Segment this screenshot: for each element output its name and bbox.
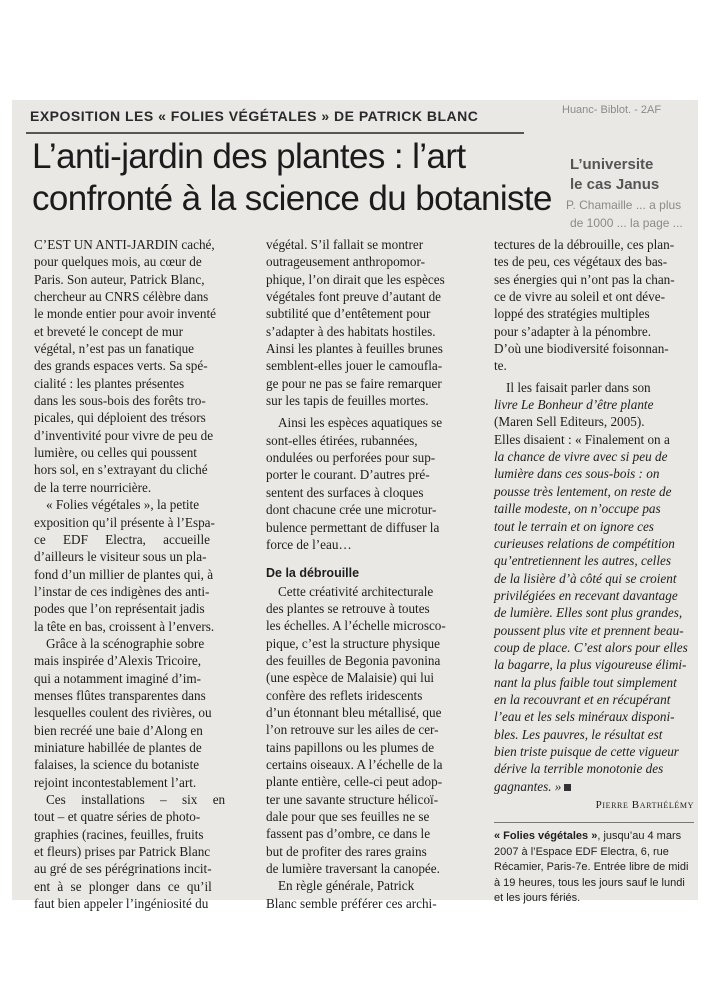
headline-line-1: L’anti-jardin des plantes : l’art: [32, 137, 466, 176]
col2-line: but de profiter des rares grains: [266, 843, 427, 859]
col2-line: bulence permettant de diffuser la: [266, 519, 440, 535]
col1-line: rejoint incontestablement l’art.: [34, 774, 197, 790]
col1-line: cialité : les plantes présentes: [34, 375, 185, 391]
col2-line: dale pour que ses feuilles ne se: [266, 809, 430, 824]
col1-line: d’ailleurs le visiteur sous un pla-: [34, 549, 207, 565]
col1-line: bien recréé une baie d’Along en: [34, 722, 203, 738]
col3-line: qu’entretiennent les autres, celles: [494, 553, 672, 569]
col2-line: sur les tapis de feuilles mortes.: [266, 393, 429, 409]
text-column-1: [34, 236, 246, 912]
col2-line: ge pour ne pas se faire remarquer: [266, 375, 442, 391]
col1-line: le monde entier pour avoir inventé: [34, 306, 216, 322]
col2-line: force de l’eau…: [266, 536, 352, 552]
col2-line: (une espèce de Malaisie) qui lui: [266, 670, 435, 686]
col3-line: pour s’adapter à la pénombre.: [494, 323, 652, 339]
col2-line: phique, l’on dirait que les espèces: [266, 271, 445, 287]
col2-line: Ainsi les plantes à feuilles brunes: [266, 341, 443, 357]
col1-line: faut bien appeler l’ingéniosité du: [34, 896, 209, 912]
side-line-2: L’universite: [570, 156, 654, 173]
col1-line: menses flûtes transparentes dans: [34, 687, 206, 703]
headline-line-2: confronté à la science du botaniste: [32, 179, 552, 218]
col1-line: lesquelles coulent des rivières, ou: [34, 705, 212, 721]
col1-line: exposition qu’il présente à l’Espa-: [34, 514, 215, 530]
col3-line: nant la plus faible tout simplement: [494, 674, 677, 690]
col3-line: D’où une biodiversité foisonnan-: [494, 341, 669, 357]
info-line: Récamier, Paris-7e. Entrée libre de midi: [494, 861, 689, 874]
col2-line: de lumière traversant la canopée.: [266, 861, 440, 877]
col2-line: Blanc semble préférer ces archi-: [266, 895, 437, 911]
info-line: et les jours fériés.: [494, 892, 581, 905]
col3-line: tout le terrain et on ignore ces: [494, 518, 654, 534]
col1-line: d’inventivité pour vivre de peu de: [34, 427, 214, 443]
article-headline: [32, 136, 552, 220]
col2-line: tains papillons ou les plumes de: [266, 739, 435, 755]
col1-line: la tête en bas, croissent à l’envers.: [34, 618, 215, 634]
col2-line: des plantes se retrouve à toutes: [266, 600, 430, 616]
col1-line: et breveté le concept de mur: [34, 323, 184, 339]
col1-line: Ces installations – six en: [46, 792, 226, 807]
col1-line: de la terre nourricière.: [34, 479, 152, 495]
col2-line: l’on retrouve sur les ailes de cer-: [266, 722, 439, 738]
col2-line: En règle générale, Patrick: [278, 878, 415, 894]
col2-line: les échelles. A l’échelle microsco-: [266, 618, 446, 634]
col2-line: des feuilles de Begonia pavonina: [266, 652, 441, 668]
col3-line-last: [494, 778, 694, 795]
col3-line: ses énergies qui n’ont pas la chan-: [494, 271, 675, 287]
info-title: « Folies végétales »: [494, 830, 598, 843]
col3-line: lumière dans ces sous-bois : on: [494, 466, 660, 482]
col1-line: mais inspirée d’Alexis Tricoire,: [34, 653, 202, 669]
quote-end: gagnantes. »: [494, 778, 562, 794]
col1-line: miniature habillée de plantes de: [34, 739, 202, 755]
author-signature: Pierre Barthélémy: [595, 799, 694, 811]
col3-line: la bagarre, la plus vigoureuse élimi-: [494, 657, 687, 673]
col2-line: ter une savante structure hélicoï-: [266, 791, 439, 807]
col3-line: tes de peu, ces végétaux des bas-: [494, 254, 668, 270]
col1-line: qui a notamment imaginé d’im-: [34, 670, 202, 686]
col3-line: privilégiées en recevant davantage: [494, 587, 678, 603]
col1-line: végétal, n’est pas un fanatique: [34, 341, 195, 357]
col2-line: végétales font preuve d’autant de: [266, 289, 442, 305]
col2-line: fassent pas d’ombre, ce dans le: [266, 826, 431, 842]
kicker-rule: [26, 132, 524, 134]
col1-line: pour quelques mois, au cœur de: [34, 254, 202, 270]
col2-line: semblent-elles jouer le camoufla-: [266, 358, 443, 374]
col2-line: ondulées ou perforées pour sup-: [266, 450, 436, 466]
col1-line: « Folies végétales », la petite: [46, 497, 200, 513]
col3-line: bles. Les pauvres, le résultat est: [494, 726, 663, 742]
col3-line: coup de place. C’est alors pour elles: [494, 639, 688, 655]
col1-line: lumière, ou celles qui poussent: [34, 445, 197, 461]
side-line-3: le cas Janus: [570, 176, 660, 193]
side-line-4: P. Chamaille ... a plus: [566, 198, 682, 212]
col1-line: podes que l’on représentait jadis: [34, 601, 205, 617]
col1-line: C’EST UN ANTI-JARDIN caché,: [34, 237, 215, 252]
col3-line: curieuses relations de compétition: [494, 535, 675, 551]
col1-line: fond d’un millier de plantes qui, à: [34, 566, 214, 582]
col2-line: dont chacune crée une microtur-: [266, 502, 437, 518]
col1-line: et fleurs) prises par Patrick Blanc: [34, 844, 211, 860]
col2-line: subtilité que d’entêtement pour: [266, 306, 431, 322]
col2-line: outrageusement anthropomor-: [266, 254, 426, 270]
col2-line: végétal. S’il fallait se montrer: [266, 237, 424, 252]
col3-line: poussent plus vite et prennent beau-: [494, 622, 684, 638]
col3-line: ce de vivre au soleil et ont déve-: [494, 289, 665, 305]
col3-line: Elles disaient : « Finalement on a: [494, 431, 670, 447]
col3-line: tectures de la débrouille, ces plan-: [494, 237, 675, 252]
col1-line: falaises, la science du botaniste: [34, 757, 200, 773]
col2-line: confère des reflets iridescents: [266, 687, 423, 703]
col3-line: te.: [494, 358, 507, 374]
info-line: 2007 à l’Espace EDF Electra, 6, rue: [494, 845, 669, 858]
col3-line: la chance de vivre avec si peu de: [494, 449, 668, 465]
col1-line: au gré de ses pérégrinations incit-: [34, 861, 212, 877]
col1-line: ce EDF Electra, accueille: [34, 531, 210, 547]
col3-line: dérive la terrible monotonie des: [494, 761, 664, 777]
col3-line: de la lisière d’à côté qui se croient: [494, 570, 677, 586]
col1-line: tout – et quatre séries de photo-: [34, 809, 201, 825]
info-separator: [494, 822, 694, 823]
col2-line: sentent des surfaces à cloques: [266, 484, 424, 500]
col1-line: l’instar de ces indigènes des anti-: [34, 583, 210, 599]
info-line: à 19 heures, tous les jours sauf le lundi: [494, 876, 685, 889]
col2-line: pique, c’est la structure physique: [266, 635, 440, 651]
col1-line: chercheur au CNRS célèbre dans: [34, 289, 209, 305]
col1-line: dans les sous-bois des forêts tro-: [34, 393, 206, 409]
col1-line: graphies (racines, feuilles, fruits: [34, 826, 204, 842]
newspaper-clipping: [12, 100, 698, 912]
col3-line: pousse très lentement, on reste de: [494, 483, 672, 499]
col3-line: l’eau et les sels minéraux disponi-: [494, 709, 675, 725]
end-of-article-mark: [564, 784, 571, 791]
col2-line: sont-elles étirées, rubannées,: [266, 432, 418, 448]
col3-line: loppé des stratégies multiples: [494, 306, 650, 322]
col2-line: plante entière, celle-ci peut adop-: [266, 774, 443, 790]
exhibition-info: [494, 829, 694, 907]
col3-line: taille modeste, on n’occupe pas: [494, 501, 661, 517]
col2-line: Cette créativité architecturale: [278, 583, 434, 599]
col1-line: des grands espaces verts. Sa spé-: [34, 358, 208, 374]
col3-line: livre Le Bonheur d’être plante: [494, 397, 654, 413]
article-kicker: EXPOSITION LES « FOLIES VÉGÉTALES » DE PATRICK BLANC: [30, 108, 479, 124]
side-line-5: de 1000 ... la page ...: [570, 216, 683, 230]
col3-line: de lumière. Elles sont plus grandes,: [494, 605, 683, 621]
col2-line: s’adapter à des habitats hostiles.: [266, 323, 436, 339]
text-column-2: [266, 236, 478, 912]
col2-line: porter le courant. D’autres pré-: [266, 467, 430, 483]
col2-line: Ainsi les espèces aquatiques se: [278, 415, 443, 431]
col1-line: ent à se plonger dans ce qu’il: [34, 878, 212, 894]
col2-line: d’un étonnant bleu métallisé, que: [266, 704, 442, 720]
col1-line: hors sol, en s’extrayant du cliché: [34, 462, 208, 478]
col3-line: en la recouvrant et en récupérant: [494, 691, 671, 707]
text-column-3: [494, 236, 694, 907]
col1-line: picales, qui déploient des trésors: [34, 410, 206, 426]
col2-line: certains oiseaux. A l’échelle de la: [266, 756, 443, 772]
info-text: , jusqu’au 4 mars: [597, 830, 682, 843]
col1-line: Paris. Son auteur, Patrick Blanc,: [34, 271, 205, 287]
side-line-1: Huanc- Biblot. - 2AF: [562, 104, 662, 116]
col3-line: (Maren Sell Editeurs, 2005).: [494, 414, 645, 430]
section-subhead: De la débrouille: [266, 566, 360, 581]
col3-line: Il les faisait parler dans son: [506, 379, 651, 395]
col1-line: Grâce à la scénographie sobre: [46, 635, 205, 651]
col3-line: bien triste puisque de cette vigueur: [494, 743, 679, 759]
